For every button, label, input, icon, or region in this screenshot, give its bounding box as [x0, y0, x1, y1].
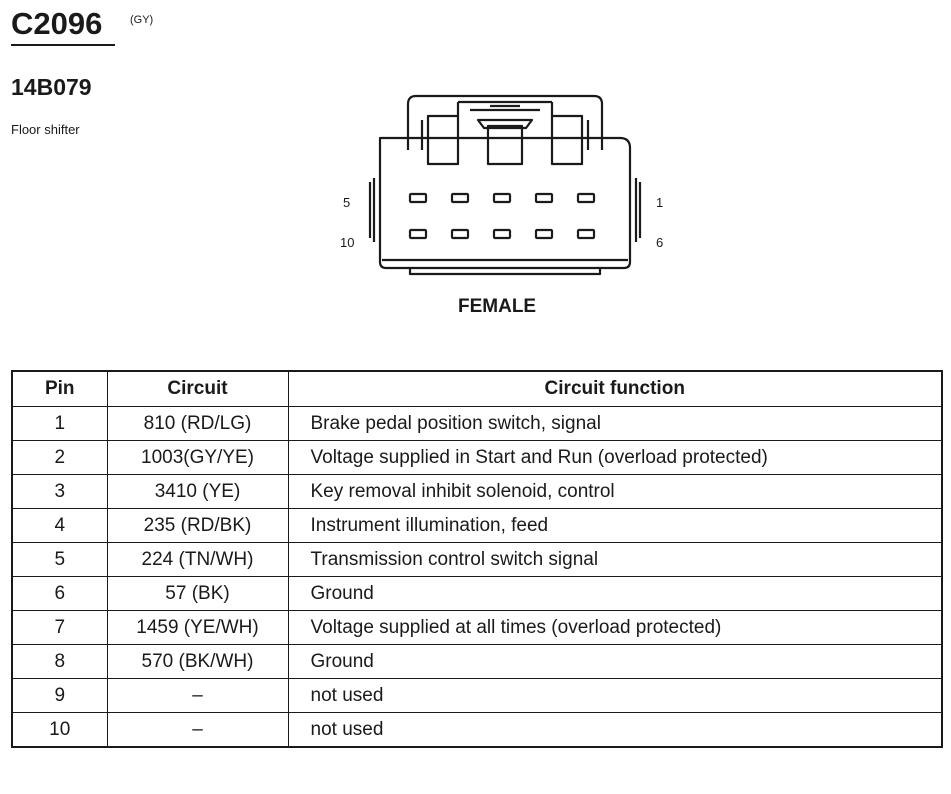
- circuit-cell: 1459 (YE/WH): [107, 611, 288, 645]
- connector-id-underline: [11, 44, 115, 46]
- circuit-cell: 57 (BK): [107, 577, 288, 611]
- pin-cell: 7: [12, 611, 107, 645]
- header-circuit-function: Circuit function: [288, 371, 942, 407]
- function-cell: Ground: [288, 645, 942, 679]
- connector-left-rib: [370, 178, 374, 242]
- connector-color: (GY): [130, 14, 154, 26]
- pin-cavity-5: [410, 194, 426, 202]
- pin-label-5: 5: [343, 195, 351, 210]
- function-cell: Voltage supplied in Start and Run (overload protected): [288, 441, 942, 475]
- function-cell: Key removal inhibit solenoid, control: [288, 475, 942, 509]
- pin-cavity-3: [494, 194, 510, 202]
- function-cell: Voltage supplied at all times (overload protected): [288, 611, 942, 645]
- pin-cell: 10: [12, 713, 107, 748]
- function-cell: not used: [288, 679, 942, 713]
- pin-cell: 5: [12, 543, 107, 577]
- connector-location: Floor shifter: [11, 122, 80, 137]
- table-row: [12, 407, 942, 441]
- circuit-cell: 224 (TN/WH): [107, 543, 288, 577]
- function-cell: Transmission control switch signal: [288, 543, 942, 577]
- connector-right-latch: [552, 116, 582, 164]
- function-cell: not used: [288, 713, 942, 748]
- connector-left-latch: [428, 116, 458, 164]
- circuit-cell: 235 (RD/BK): [107, 509, 288, 543]
- table-row: [12, 441, 942, 475]
- pin-cavity-4: [452, 194, 468, 202]
- pin-cell: 9: [12, 679, 107, 713]
- pin-cell: 4: [12, 509, 107, 543]
- pin-cell: 8: [12, 645, 107, 679]
- pin-cavity-7: [536, 230, 552, 238]
- connector-right-rib: [636, 178, 640, 242]
- circuit-cell: 810 (RD/LG): [107, 407, 288, 441]
- pin-cell: 3: [12, 475, 107, 509]
- pin-cavity-1: [578, 194, 594, 202]
- circuit-cell: 570 (BK/WH): [107, 645, 288, 679]
- header-pin: Pin: [12, 371, 107, 407]
- table-row: [12, 543, 942, 577]
- function-cell: Ground: [288, 577, 942, 611]
- table-row: [12, 679, 942, 713]
- pinout-table: [11, 370, 943, 748]
- pin-label-10: 10: [340, 235, 355, 250]
- pin-cell: 6: [12, 577, 107, 611]
- pin-cavity-10: [410, 230, 426, 238]
- function-cell: Brake pedal position switch, signal: [288, 407, 942, 441]
- connector-latch-housing: [408, 96, 602, 150]
- table-row: [12, 475, 942, 509]
- connector-left-wall: [422, 120, 588, 150]
- pin-label-6: 6: [656, 235, 664, 250]
- circuit-cell: 3410 (YE): [107, 475, 288, 509]
- table-row: [12, 713, 942, 748]
- pin-cavity-9: [452, 230, 468, 238]
- pin-label-1: 1: [656, 195, 664, 210]
- table-row: [12, 509, 942, 543]
- connector-id: C2096: [11, 6, 103, 41]
- connector-latch-lines: [470, 106, 540, 110]
- table-row: [12, 645, 942, 679]
- table-row: [12, 611, 942, 645]
- pin-cavity-2: [536, 194, 552, 202]
- circuit-cell: 1003(GY/YE): [107, 441, 288, 475]
- pin-cell: 2: [12, 441, 107, 475]
- pin-cavity-6: [578, 230, 594, 238]
- header-circuit: Circuit: [107, 371, 288, 407]
- connector-face-diagram: [330, 90, 690, 280]
- circuit-cell: –: [107, 679, 288, 713]
- connector-gender-label: FEMALE: [458, 296, 537, 317]
- table-header-row: [12, 371, 942, 407]
- pin-cell: 1: [12, 407, 107, 441]
- pin-cavity-8: [494, 230, 510, 238]
- circuit-cell: –: [107, 713, 288, 748]
- part-number: 14B079: [11, 74, 92, 100]
- table-row: [12, 577, 942, 611]
- function-cell: Instrument illumination, feed: [288, 509, 942, 543]
- connector-lock-button: [488, 126, 522, 164]
